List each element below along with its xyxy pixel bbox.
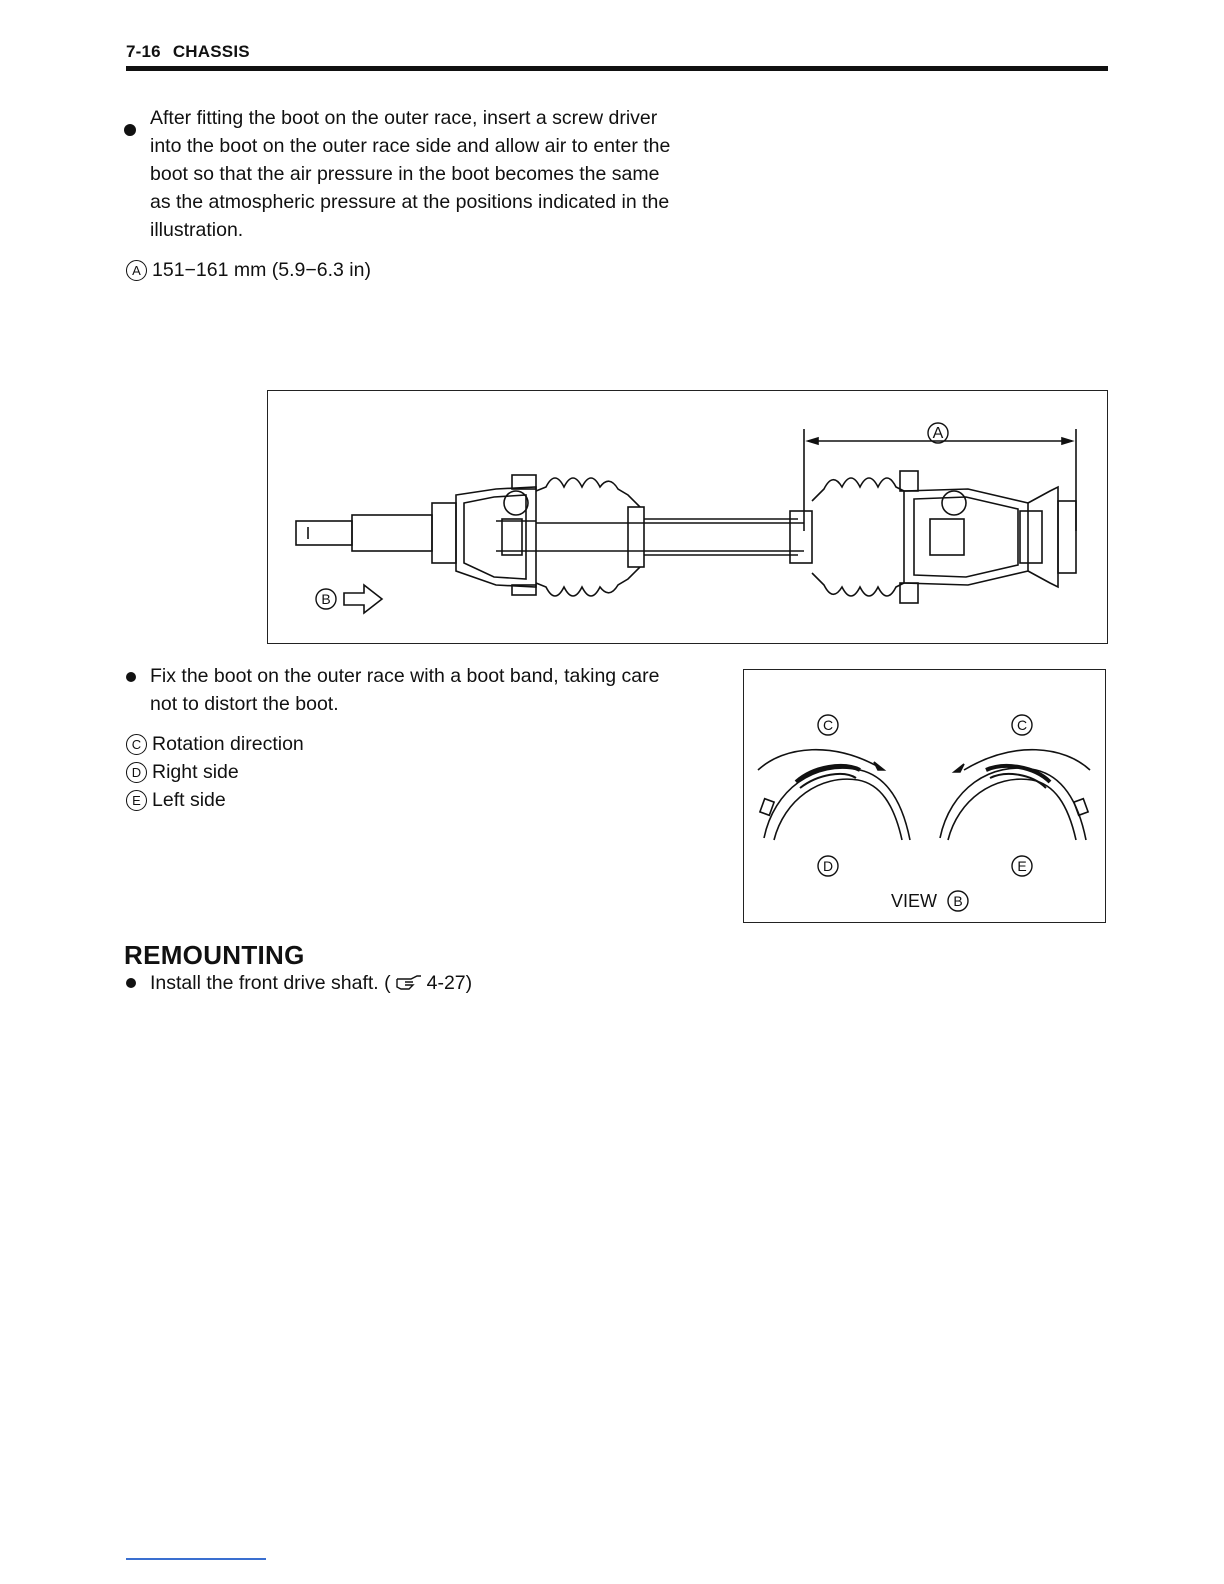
para1-line: into the boot on the outer race side and allow air to enter the [150,135,671,157]
para1-line: After fitting the boot on the outer race, insert a screw driver [150,107,658,129]
fig2-e-label: E [1017,858,1027,874]
legend-item [126,758,239,786]
legend-text: Rotation direction [152,733,304,755]
para1-line: illustration. [150,219,244,241]
header-rule [126,66,1108,71]
para2-line: Fix the boot on the outer race with a boot band, taking care [150,665,660,687]
measurement-value: 151−161 mm (5.9−6.3 in) [152,259,371,281]
legend-text: Left side [152,789,226,811]
marker-a-icon: A [126,260,147,281]
fig2-c-left-label: C [822,717,834,733]
marker-e-icon: E [126,790,147,811]
para1-line: boot so that the air pressure in the boot becomes the same [150,163,660,185]
legend-item [126,786,226,814]
remounting-instruction [150,969,472,997]
boot-band-illustration [744,670,1104,921]
marker-c-icon: C [126,734,147,755]
measurement-spec [126,256,371,284]
fig2-d-label: D [822,858,834,874]
reference-hand-icon [395,973,423,991]
view-b-label: B [321,591,331,607]
para2-line: not to distort the boot. [150,693,339,715]
legend-item [126,730,304,758]
view-caption-marker: B [953,893,963,909]
bullet-icon [126,672,136,682]
bullet-icon [124,124,136,136]
marker-d-icon: D [126,762,147,783]
remounting-text: Install the front drive shaft. ( [150,972,391,994]
bullet-icon [126,978,136,988]
legend-text: Right side [152,761,239,783]
section-title: CHASSIS [172,42,250,61]
instruction-paragraph-1 [150,104,730,244]
page-number: 7-16 [126,42,161,61]
section-heading-remounting: REMOUNTING [124,940,305,970]
para1-line: as the atmospheric pressure at the positions indicated in the [150,191,670,213]
fig2-c-right-label: C [1016,717,1028,733]
drive-shaft-illustration [268,391,1106,642]
dimension-a-label: A [932,425,944,442]
instruction-paragraph-2 [150,662,730,718]
page-reference-link[interactable]: 4-27) [426,972,473,994]
footer-line [126,1558,266,1560]
view-caption: VIEW [890,891,938,911]
drive-shaft-figure [267,390,1108,644]
boot-band-view-figure [743,669,1106,923]
page-header [126,42,250,62]
view-direction-arrow-icon [344,585,382,613]
